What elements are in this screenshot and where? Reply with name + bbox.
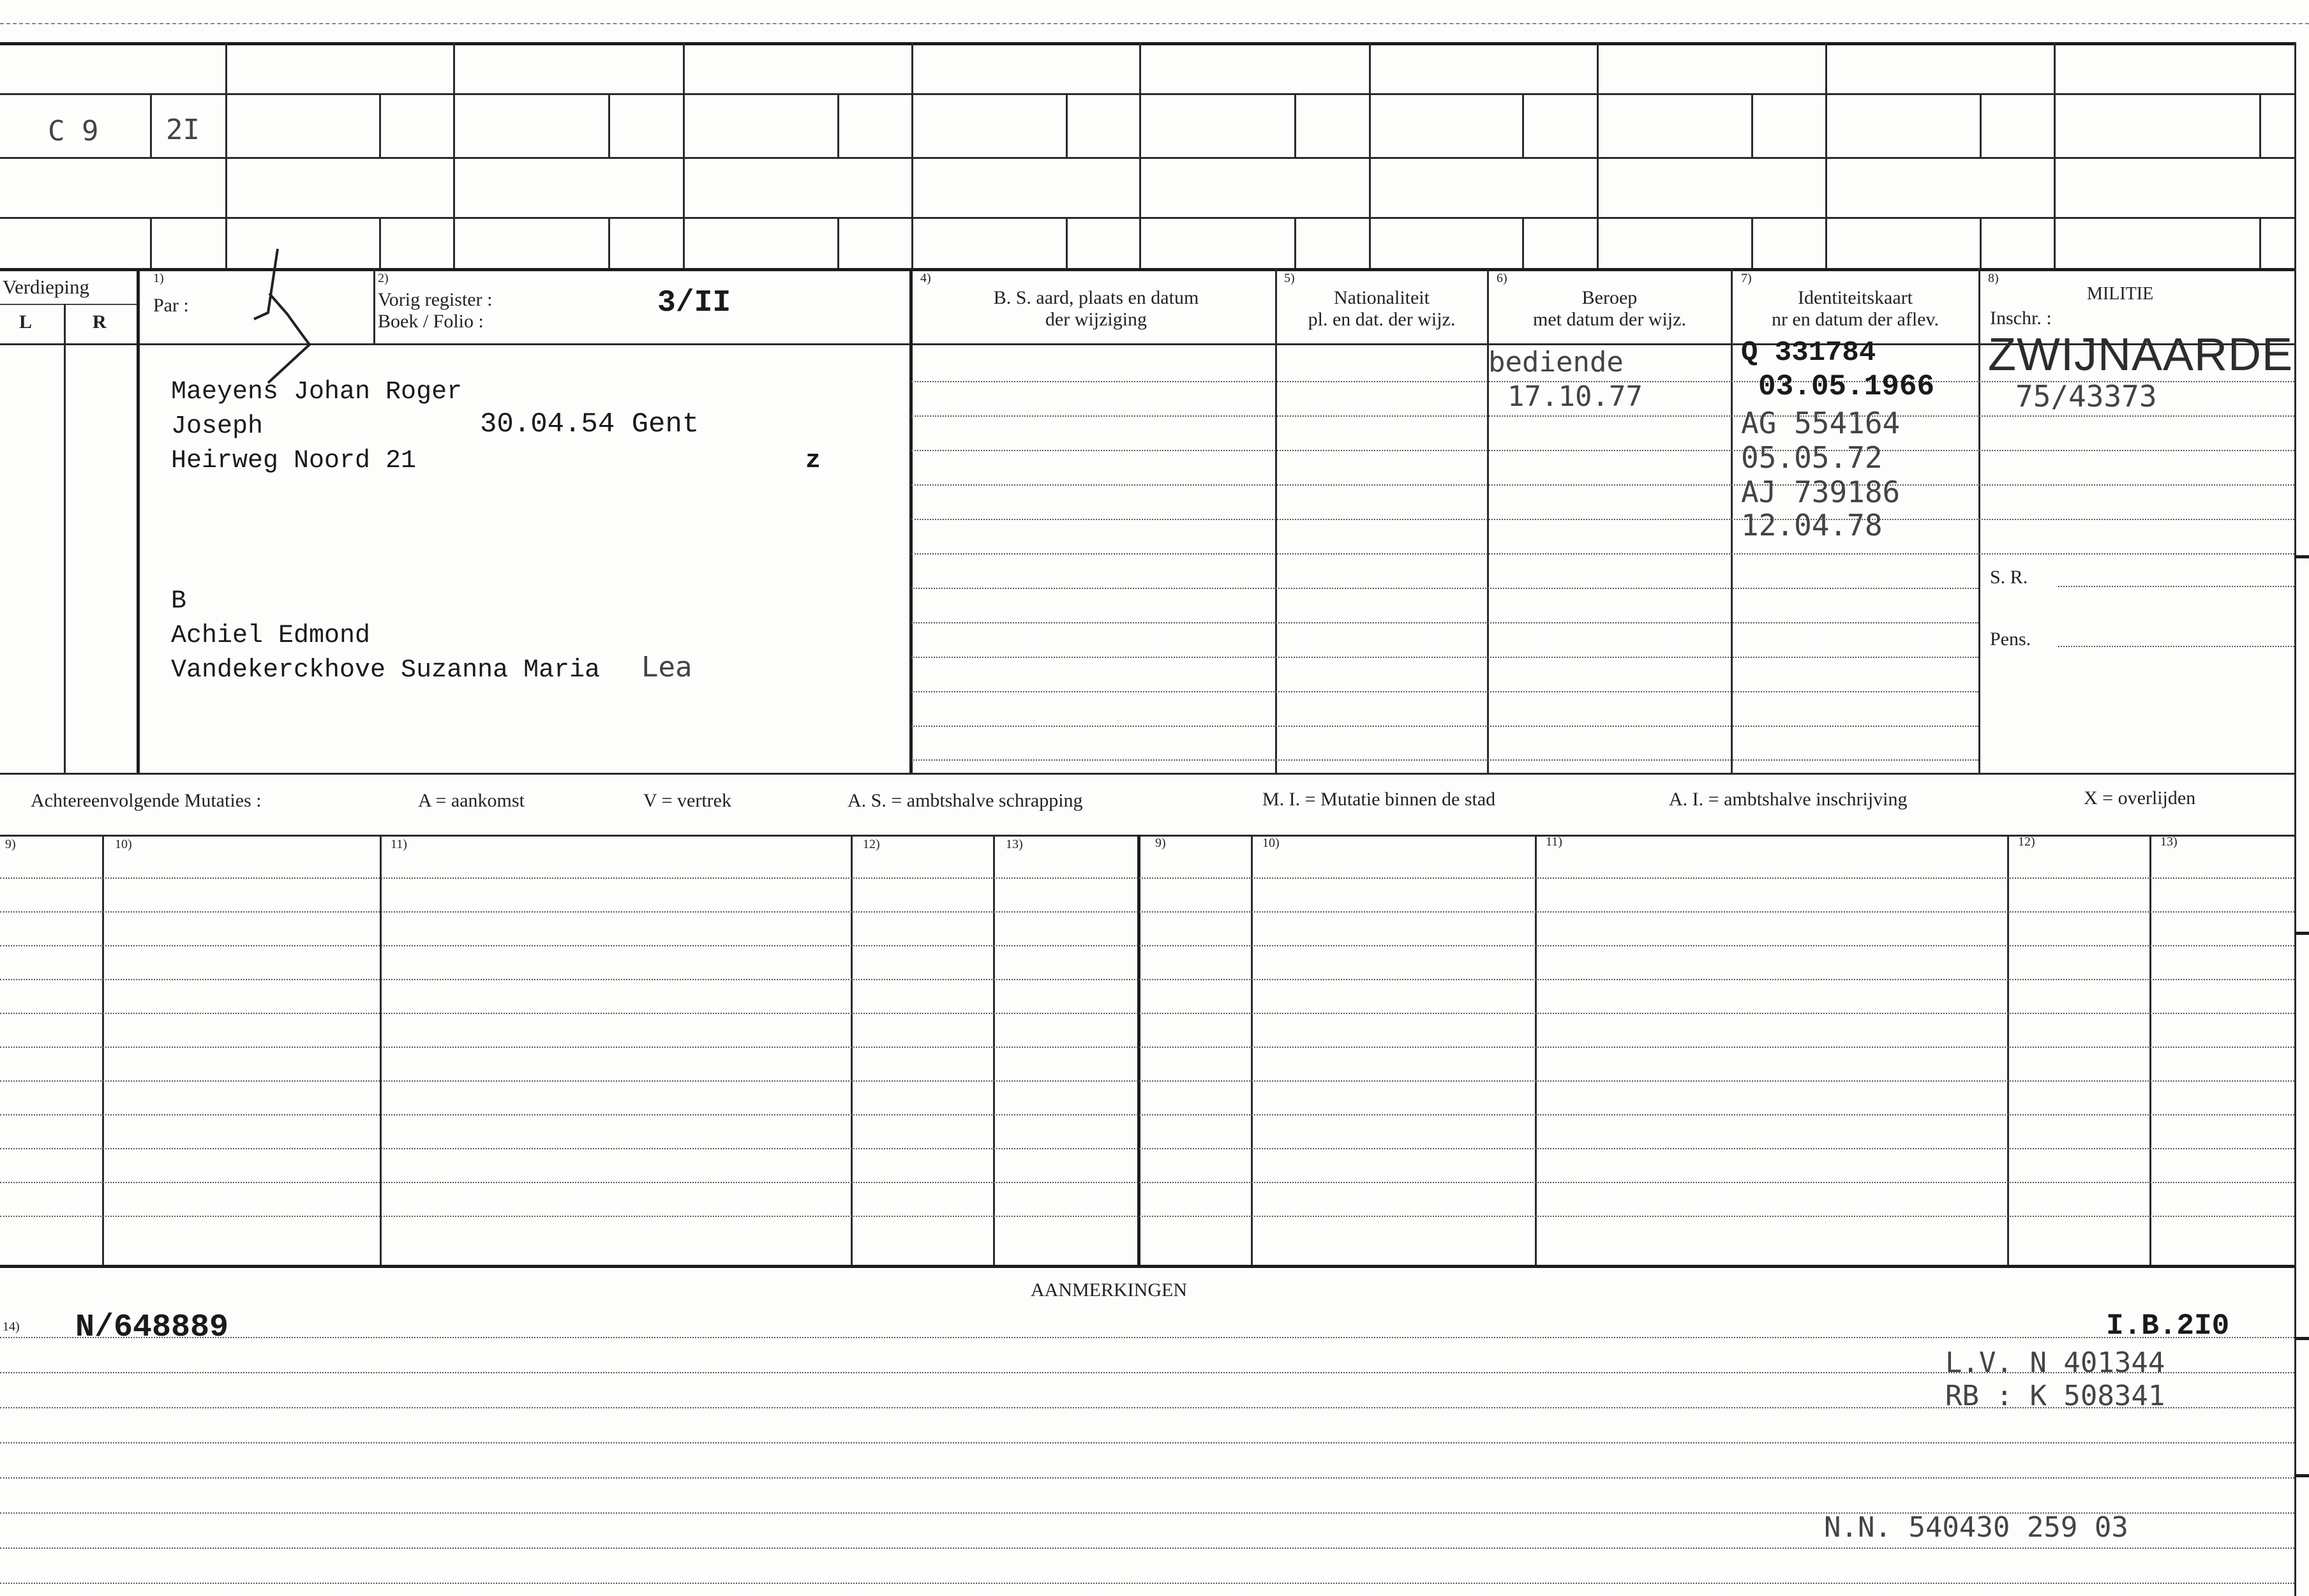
- column-header-bottom: [0, 343, 2294, 345]
- header-grid-sub: [379, 217, 381, 268]
- edge-tick: [2294, 555, 2309, 558]
- mutaties-legend-v: V = vertrek: [643, 790, 731, 811]
- beroep-header-line1: Beroep: [1581, 287, 1638, 308]
- ruled-line: [911, 691, 1978, 692]
- ruled-line: [911, 588, 1978, 589]
- header-grid-col: [911, 42, 913, 268]
- bs-num: 4): [920, 271, 931, 285]
- mutaties-col: [993, 835, 995, 1266]
- mutaties-col-12: 12): [863, 837, 880, 851]
- header-grid-sub: [608, 93, 610, 157]
- mutaties-col-13b: 13): [2160, 835, 2178, 849]
- mutaties-legend-ai: A. I. = ambtshalve inschrijving: [1669, 789, 1908, 810]
- col-divider-nat: [1487, 268, 1489, 773]
- aanmerkingen-line: [0, 1407, 2294, 1408]
- vorig-register-label: Vorig register :: [378, 289, 493, 310]
- edge-tick: [2294, 1474, 2309, 1477]
- mutaties-row-line: [0, 1182, 2294, 1183]
- id-header-line2: nr en datum der aflev.: [1771, 309, 1939, 330]
- header-grid-bottom: [0, 268, 2294, 271]
- mutaties-row-line: [0, 979, 2294, 980]
- mutaties-col: [380, 835, 382, 1266]
- header-grid-sub: [2259, 93, 2261, 157]
- header-grid-sub: [1294, 93, 1296, 157]
- vorig-register-value: 3/II: [657, 286, 731, 320]
- mutaties-col-9: 9): [5, 837, 16, 851]
- header-grid-sub: [1294, 217, 1296, 268]
- id-line2: 03.05.1966: [1758, 370, 1935, 403]
- vorig-num: 2): [378, 271, 389, 285]
- beroep-value: bediende: [1488, 346, 1624, 378]
- header-grid-sub: [1751, 93, 1753, 157]
- right-edge: [2294, 42, 2296, 1596]
- mutaties-row-line: [0, 877, 2294, 879]
- militie-inschr-label: Inschr. :: [1990, 308, 2052, 329]
- mutaties-col-10b: 10): [1262, 836, 1280, 850]
- aanmerkingen-line: [0, 1548, 2294, 1549]
- header-grid-sub: [1066, 217, 1068, 268]
- header-grid-line: [0, 217, 2294, 219]
- mutaties-row-line: [0, 911, 2294, 913]
- mutaties-col-9b: 9): [1155, 836, 1166, 850]
- mutaties-col-10: 10): [115, 837, 132, 851]
- person-birth: 30.04.54 Gent: [480, 408, 699, 440]
- header-grid-sub: [150, 93, 152, 157]
- aanmerkingen-nn: N.N. 540430 259 03: [1824, 1511, 2128, 1544]
- id-num: 7): [1741, 271, 1752, 285]
- mutaties-row-line: [0, 1047, 2294, 1048]
- aanmerkingen-line: [0, 1442, 2294, 1443]
- aanmerkingen-line: [0, 1512, 2294, 1514]
- header-grid-top: [0, 42, 2294, 45]
- col-l-r-divider: [64, 304, 66, 773]
- aanmerkingen-num: 14): [3, 1320, 20, 1334]
- nat-header-line1: Nationaliteit: [1334, 287, 1430, 308]
- ruled-line: [911, 657, 1978, 658]
- cell-21: 2I: [166, 114, 200, 146]
- id-line1: Q 331784: [1741, 337, 1876, 369]
- beroep-num: 6): [1497, 271, 1507, 285]
- edge-tick: [2294, 932, 2309, 935]
- ruled-line: [911, 519, 2294, 520]
- militie-sr-label: S. R.: [1990, 567, 2028, 588]
- verdieping-split: [0, 304, 137, 305]
- header-grid-col: [453, 42, 455, 268]
- header-grid-col: [1369, 42, 1371, 268]
- mutaties-col: [1251, 835, 1253, 1266]
- mutaties-col-11b: 11): [1546, 835, 1562, 849]
- verdieping-r: R: [93, 311, 107, 332]
- mother-extra: Lea: [641, 651, 692, 683]
- header-grid-col: [683, 42, 685, 268]
- mutaties-legend-x: X = overlijden: [2084, 787, 2196, 809]
- mutaties-col-13: 13): [1006, 837, 1023, 851]
- id-header-line1: Identiteitskaart: [1798, 287, 1913, 308]
- id-line3: AG 554164: [1741, 406, 1901, 440]
- par-num: 1): [153, 271, 164, 285]
- bs-header-line1: B. S. aard, plaats en datum: [993, 287, 1199, 308]
- militie-title: MILITIE: [2087, 284, 2154, 304]
- header-grid-col: [1825, 42, 1827, 268]
- mutaties-col: [2007, 835, 2009, 1266]
- col-divider-id: [1978, 268, 1980, 773]
- header-grid-sub: [379, 93, 381, 157]
- person-letter-b: B: [171, 587, 187, 616]
- mutaties-title: Achtereenvolgende Mutaties :: [31, 790, 262, 811]
- ruled-line: [911, 553, 2294, 555]
- mutaties-row-line: [0, 1148, 2294, 1149]
- header-grid-sub: [1980, 93, 1982, 157]
- cell-c9: C 9: [48, 115, 99, 147]
- header-grid-sub: [1066, 93, 1068, 157]
- aanmerkingen-rb: RB : K 508341: [1945, 1380, 2165, 1412]
- mutaties-legend-a: A = aankomst: [418, 790, 525, 811]
- mutaties-table-bottom: [0, 1265, 2294, 1268]
- person-block-bottom: [0, 773, 2294, 775]
- person-name-line1: Maeyens Johan Roger: [171, 378, 463, 406]
- mil-num: 8): [1988, 271, 1999, 285]
- edge-tick: [2294, 1337, 2309, 1340]
- beroep-header-line2: met datum der wijz.: [1533, 309, 1686, 330]
- col-divider-verdieping: [137, 268, 140, 773]
- header-grid-sub: [1522, 217, 1524, 268]
- header-grid-col: [1597, 42, 1599, 268]
- mutaties-col: [102, 835, 104, 1266]
- ruled-line: [911, 484, 2294, 486]
- person-name-line2: Joseph: [171, 412, 264, 441]
- header-grid-sub: [1751, 217, 1753, 268]
- aanmerkingen-line: [0, 1372, 2294, 1373]
- mutaties-row-line: [0, 1114, 2294, 1115]
- aanmerkingen-line: [0, 1337, 2294, 1338]
- id-line5: AJ 739186: [1741, 475, 1901, 509]
- id-line4: 05.05.72: [1741, 440, 1883, 475]
- col-divider-bs: [1275, 268, 1277, 773]
- aanmerkingen-line: [0, 1477, 2294, 1479]
- header-grid-sub: [1522, 93, 1524, 157]
- signature-mark: [243, 242, 319, 389]
- ruled-line: [911, 759, 1978, 761]
- par-label: Par :: [153, 295, 189, 316]
- mutaties-col-12b: 12): [2018, 835, 2035, 849]
- mutaties-row-line: [0, 1080, 2294, 1082]
- nat-header-line2: pl. en dat. der wijz.: [1308, 309, 1456, 330]
- ruled-line: [911, 726, 1978, 727]
- header-grid-line: [0, 157, 2294, 159]
- militie-stamp: ZWIJNAARDE: [1988, 329, 2293, 380]
- col-divider-person: [909, 268, 913, 773]
- militie-number: 75/43373: [2015, 379, 2157, 414]
- aanmerkingen-lv: L.V. N 401344: [1945, 1346, 2165, 1379]
- header-grid-col: [2054, 42, 2056, 268]
- col-divider-par: [373, 268, 375, 343]
- mutaties-row-line: [0, 1013, 2294, 1014]
- father-name: Achiel Edmond: [171, 622, 371, 650]
- verdieping-label: Verdieping: [3, 276, 90, 298]
- militie-pens-label: Pens.: [1990, 629, 2031, 650]
- col-divider-beroep: [1731, 268, 1733, 773]
- header-grid-col: [225, 42, 227, 268]
- mutaties-col: [2149, 835, 2151, 1266]
- person-mark-z: z: [805, 447, 821, 475]
- boek-folio-label: Boek / Folio :: [378, 311, 484, 332]
- beroep-date: 17.10.77: [1507, 380, 1643, 413]
- mutaties-table-top: [0, 835, 2294, 837]
- aanmerkingen-n-number: N/648889: [75, 1309, 229, 1346]
- aanmerkingen-title: AANMERKINGEN: [1031, 1279, 1187, 1301]
- header-grid-sub: [150, 217, 152, 268]
- header-grid-sub: [1980, 217, 1982, 268]
- verdieping-l: L: [19, 311, 33, 332]
- top-edge: [0, 23, 2309, 24]
- aanmerkingen-ib: I.B.2I0: [2106, 1309, 2230, 1343]
- mutaties-legend-mi: M. I. = Mutatie binnen de stad: [1262, 789, 1496, 810]
- bs-header-line2: der wijziging: [1045, 309, 1147, 330]
- ruled-line: [911, 622, 1978, 623]
- ruled-line: [911, 450, 2294, 451]
- mutaties-row-line: [0, 1216, 2294, 1217]
- mutaties-col: [851, 835, 853, 1266]
- militie-sr-line: [2058, 586, 2294, 587]
- header-grid-sub: [837, 93, 839, 157]
- aanmerkingen-line: [0, 1583, 2294, 1584]
- header-grid-sub: [837, 217, 839, 268]
- mutaties-col-mid: [1137, 835, 1140, 1266]
- header-grid-sub: [608, 217, 610, 268]
- person-address: Heirweg Noord 21: [171, 447, 417, 475]
- header-grid-col: [1139, 42, 1141, 268]
- ruled-line: [911, 415, 2294, 417]
- id-line6: 12.04.78: [1741, 508, 1883, 542]
- mutaties-col: [1535, 835, 1537, 1266]
- mutaties-col-11: 11): [391, 837, 407, 851]
- mother-name: Vandekerckhove Suzanna Maria: [171, 656, 601, 685]
- mutaties-row-line: [0, 945, 2294, 946]
- militie-pens-line: [2058, 646, 2294, 647]
- header-grid-sub: [2259, 217, 2261, 268]
- nat-num: 5): [1284, 271, 1295, 285]
- header-grid-line: [0, 93, 2294, 95]
- mutaties-legend-as: A. S. = ambtshalve schrapping: [848, 790, 1083, 811]
